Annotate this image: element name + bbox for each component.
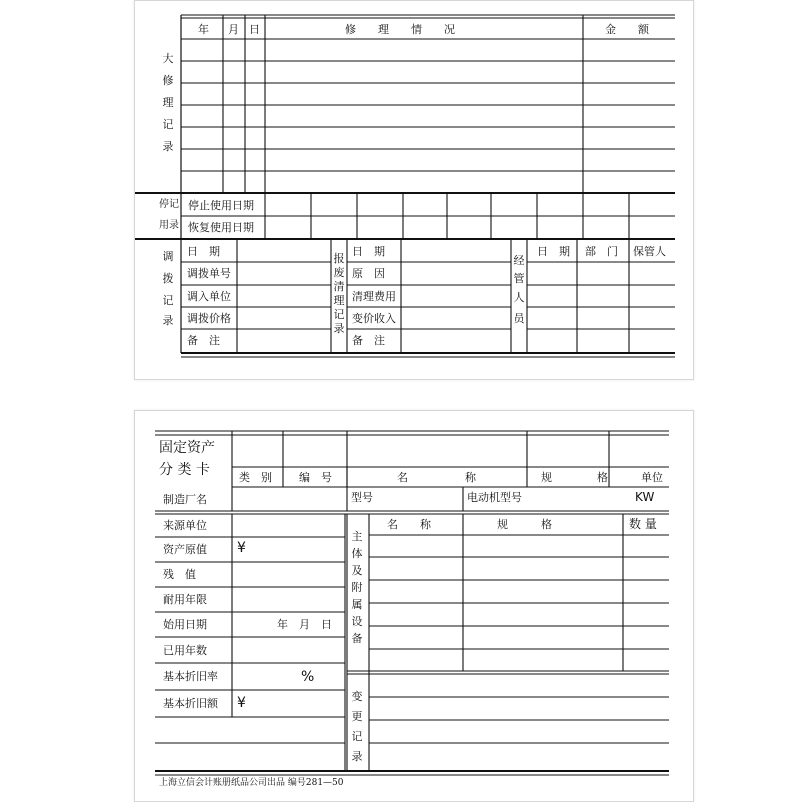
major-repair-char: 理 <box>162 96 174 109</box>
col-category: 类 别 <box>239 471 272 484</box>
transfer-char: 记 <box>162 294 174 307</box>
footer-publisher: 上海立信会计账册纸品公司出品 编号281—50 <box>159 778 344 788</box>
scrap-row-label: 原 因 <box>352 267 385 280</box>
keeper-col-dept: 部 门 <box>585 245 618 258</box>
equipment-qty-header: 数 量 <box>629 517 657 531</box>
scrap-char: 报 <box>333 252 345 265</box>
change-record-char: 录 <box>351 750 363 763</box>
scrap-char: 录 <box>333 322 345 335</box>
transfer-row-label: 调拨价格 <box>187 312 231 325</box>
residual-value-label: 残 值 <box>163 568 196 581</box>
fixed-asset-classification-card <box>134 410 694 802</box>
col-spec: 规 <box>541 471 552 484</box>
col-year: 年 <box>198 23 209 36</box>
transfer-row-label: 调拨单号 <box>187 267 231 280</box>
col-unit: 单位 <box>641 471 663 484</box>
original-value-label: 资产原值 <box>163 543 207 556</box>
kw-label: KW <box>635 490 655 504</box>
card-title-line2: 分 类 卡 <box>159 462 210 478</box>
transfer-row-label: 日 期 <box>187 245 220 258</box>
col-month: 月 <box>228 23 239 36</box>
col-spec-2: 格 <box>597 471 608 484</box>
major-repair-char: 大 <box>162 52 174 65</box>
suspend-label-1: 停记 <box>159 199 179 210</box>
scrap-char: 废 <box>333 266 345 279</box>
keeper-char: 经 <box>513 254 525 267</box>
scrap-char: 理 <box>333 294 345 307</box>
col-day: 日 <box>249 23 260 36</box>
scrap-row-label: 清理费用 <box>352 290 396 303</box>
col-repair: 修 理 情 况 <box>345 23 455 36</box>
scrap-char: 记 <box>333 308 345 321</box>
main-equipment-char: 体 <box>351 547 363 560</box>
motor-model-label: 电动机型号 <box>467 491 522 504</box>
major-repair-char: 修 <box>162 74 174 87</box>
change-record-char: 更 <box>351 710 363 723</box>
col-amount: 金 额 <box>605 23 649 36</box>
major-repair-char: 录 <box>162 140 174 153</box>
scrap-row-label: 备 注 <box>352 334 385 347</box>
main-equipment-char: 设 <box>351 615 363 628</box>
start-date-units: 年 月 日 <box>277 618 332 631</box>
resume-date-label: 恢复使用日期 <box>188 221 254 234</box>
depreciation-rate-label: 基本折旧率 <box>163 670 218 683</box>
manufacturer-label: 制造厂名 <box>163 493 207 506</box>
transfer-char: 拨 <box>162 272 174 285</box>
keeper-col-date: 日 期 <box>537 245 570 258</box>
keeper-char: 员 <box>513 312 525 325</box>
card-title-line1: 固定资产 <box>159 440 215 456</box>
yen-symbol-2: ¥ <box>237 695 246 711</box>
equipment-spec-header: 规 格 <box>497 518 552 531</box>
transfer-row-label: 调入单位 <box>187 290 231 303</box>
years-used-label: 已用年数 <box>163 644 207 657</box>
col-name: 名 <box>397 471 408 484</box>
main-equipment-char: 及 <box>351 564 363 577</box>
major-repair-char: 记 <box>162 118 174 131</box>
scrap-row-label: 变价收入 <box>352 312 396 325</box>
source-unit-label: 来源单位 <box>163 519 207 532</box>
keeper-char: 管 <box>513 272 525 285</box>
yen-symbol: ¥ <box>237 540 246 556</box>
col-number: 编 号 <box>299 471 332 484</box>
depreciation-amount-label: 基本折旧额 <box>163 697 218 710</box>
suspend-label-2: 用录 <box>159 220 179 231</box>
useful-life-label: 耐用年限 <box>163 593 207 606</box>
main-equipment-char: 属 <box>351 598 363 611</box>
col-name-2: 称 <box>465 471 476 484</box>
transfer-char: 录 <box>162 314 174 327</box>
change-record-char: 变 <box>351 690 363 703</box>
main-equipment-char: 主 <box>351 530 363 543</box>
keeper-char: 人 <box>513 291 525 304</box>
keeper-col-keeper: 保管人 <box>633 245 666 258</box>
scrap-char: 清 <box>333 280 345 293</box>
equipment-name-header: 名 称 <box>387 518 431 531</box>
change-record-char: 记 <box>351 730 363 743</box>
transfer-row-label: 备 注 <box>187 334 220 347</box>
model-label: 型号 <box>351 491 373 504</box>
scrap-row-label: 日 期 <box>352 245 385 258</box>
main-equipment-char: 附 <box>351 581 363 594</box>
start-date-label: 始用日期 <box>163 618 207 631</box>
main-equipment-char: 备 <box>351 632 363 645</box>
stop-date-label: 停止使用日期 <box>188 199 254 212</box>
percent-symbol: % <box>301 669 315 685</box>
transfer-char: 调 <box>162 250 174 263</box>
bottom-card-grid <box>135 411 693 801</box>
fixed-asset-card-back <box>134 0 694 380</box>
